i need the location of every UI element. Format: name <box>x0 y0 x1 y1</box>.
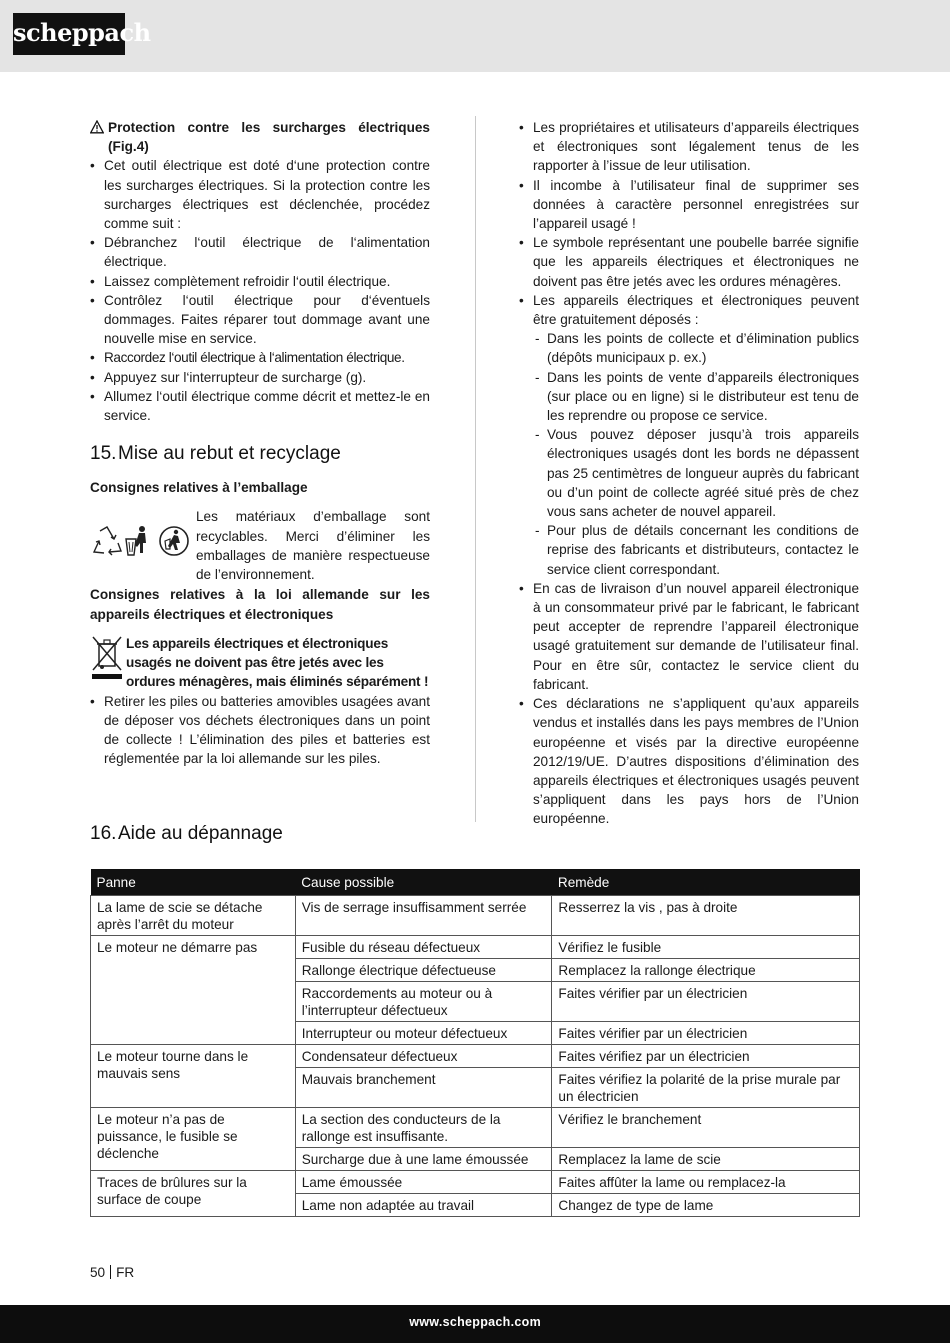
remede-cell: Faites vérifier par un électricien <box>552 1022 860 1045</box>
troubleshooting-table <box>90 869 860 1217</box>
cause-cell: Raccordements au moteur ou à l’interrupteur défectueux <box>295 982 552 1022</box>
collection-points-sublist <box>533 329 859 579</box>
packaging-text: Les matériaux d’emballage sont recyclables. Merci d’éliminer les emballages de manière respectueuse de l’environnement. <box>196 509 430 583</box>
table-header-row <box>91 869 860 896</box>
right-column <box>519 118 859 829</box>
remede-cell: Faites vérifiez par un électricien <box>552 1045 860 1068</box>
crossed-out-bin-icon <box>90 634 124 682</box>
table-row <box>91 1045 860 1068</box>
list-item: • En cas de livraison d’un nouvel appareil électronique à un consommateur privé par le fabricant, le fabricant peut accepter de reprendre l’appareil électronique usagé gratuitement sur demande de l’utilisateur final. Pour en être sûr, contactez le service client du fabricant. <box>519 579 859 694</box>
page-separator <box>110 1265 111 1279</box>
tidyman-icon <box>126 526 146 555</box>
remede-cell: Faites vérifier par un électricien <box>552 982 860 1022</box>
column-divider <box>475 116 476 822</box>
sub-list-item: - Pour plus de détails concernant les conditions de reprise des fabricants et distributeurs, contactez le service client correspondant. <box>533 521 859 579</box>
page-header <box>0 0 950 72</box>
section-16-heading: 16.Aide au dépannage <box>90 823 283 844</box>
remede-cell: Vérifiez le branchement <box>552 1108 860 1148</box>
cause-cell: Lame émoussée <box>295 1171 552 1194</box>
overload-steps-list <box>90 156 430 425</box>
list-item: • Les propriétaires et utilisateurs d’appareils électriques et électroniques sont légalement tenus de les rapporter à l’issue de leur utilisation. <box>519 118 859 176</box>
cause-cell: Condensateur défectueux <box>295 1045 552 1068</box>
column-header-remede: Remède <box>552 869 860 896</box>
sub-list-item: - Dans les points de vente d’appareils électroniques (sur place ou en ligne) si le distributeur est tenu de les reprendre ou propose ce service. <box>533 368 859 426</box>
list-item: • Il incombe à l’utilisateur final de supprimer ses données à caractère personnel enregistrées sur l’appareil usagé ! <box>519 176 859 234</box>
page-number: 50 FR <box>90 1265 135 1280</box>
recycle-icon <box>94 527 121 555</box>
website-link[interactable]: www.scheppach.com <box>409 1315 541 1329</box>
recycling-icons <box>90 521 190 561</box>
list-item: • Allumez l‘outil électrique comme décrit et mettez-le en service. <box>90 387 430 425</box>
remede-cell: Faites affûter la lame ou remplacez-la <box>552 1171 860 1194</box>
table-row <box>91 1171 860 1194</box>
panne-cell: Le moteur n’a pas de puissance, le fusible se déclenche <box>91 1108 296 1171</box>
panne-cell: Le moteur tourne dans le mauvais sens <box>91 1045 296 1108</box>
remede-cell: Faites vérifiez la polarité de la prise murale par un électricien <box>552 1068 860 1108</box>
disposal-info-list <box>519 118 859 829</box>
overload-warning-title: Protection contre les surcharges électriques (Fig.4) <box>90 118 430 156</box>
list-item: • Raccordez l‘outil électrique à l‘alimentation électrique. <box>90 348 430 367</box>
list-item: • Retirer les piles ou batteries amovibles usagées avant de déposer vos déchets électroniques dans un point de collecte ! L’élimination des piles et batteries est réglementée par la loi allemande sur les piles. <box>90 692 430 769</box>
remede-cell: Vérifiez le fusible <box>552 936 860 959</box>
weee-notice <box>90 634 430 692</box>
remede-cell: Remplacez la rallonge électrique <box>552 959 860 982</box>
weee-warning-text: Les appareils électriques et électroniques usagés ne doivent pas être jetés avec les ordures ménagères, mais éliminés séparément ! <box>126 635 429 690</box>
scheppach-logo: scheppach <box>13 13 125 55</box>
cause-cell: Interrupteur ou moteur défectueux <box>295 1022 552 1045</box>
section-15-heading: 15.Mise au rebut et recyclage <box>90 443 341 465</box>
list-item: • Cet outil électrique est doté d‘une protection contre les surcharges électriques. Si la protection contre les surcharges électriques est déclenchée, procédez comme suit : <box>90 156 430 233</box>
list-item: • Laissez complètement refroidir l‘outil électrique. <box>90 272 430 291</box>
table-row <box>91 896 860 936</box>
list-item: • Débranchez l‘outil électrique de l‘alimentation électrique. <box>90 233 430 271</box>
cause-cell: La section des conducteurs de la rallonge est insuffisante. <box>295 1108 552 1148</box>
remede-cell: Resserrez la vis , pas à droite <box>552 896 860 936</box>
disposal-circle-icon <box>160 527 188 555</box>
cause-cell: Vis de serrage insuffisamment serrée <box>295 896 552 936</box>
sub-list-item: - Dans les points de collecte et d’élimination publics (dépôts municipaux p. ex.) <box>533 329 859 367</box>
panne-cell: La lame de scie se détache après l’arrêt du moteur <box>91 896 296 936</box>
table-row <box>91 936 860 959</box>
packaging-heading: Consignes relatives à l’emballage <box>90 480 308 496</box>
cause-cell: Lame non adaptée au travail <box>295 1194 552 1217</box>
cause-cell: Surcharge due à une lame émoussée <box>295 1148 552 1171</box>
list-item: • Ces déclarations ne s’appliquent qu’aux appareils vendus et installés dans les pays membres de l’Union européenne et visés par la directive européenne 2012/19/UE. D’autres dispositions d’élimination des appareils électriques et électroniques usagés peuvent s’appliquent dans les pays hors de l’Union européenne. <box>519 694 859 828</box>
column-header-cause: Cause possible <box>295 869 552 896</box>
column-header-panne: Panne <box>91 869 296 896</box>
panne-cell: Le moteur ne démarre pas <box>91 936 296 1045</box>
panne-cell: Traces de brûlures sur la surface de coupe <box>91 1171 296 1217</box>
list-item: • Les appareils électriques et électroniques peuvent être gratuitement déposés : - Dans les points de collecte et d’élimination publics (dépôts municipaux p. ex.) - Dans les points de vente d’appareils électroniques (sur place ou en ligne) si le distributeur est tenu de les reprendre ou propose ce service. - Vous pouvez déposer jusqu’à trois appareils électroniques usagés dont les bords ne dépassent pas 25 centimètres de longueur auprès du fabricant ou d’un point de collecte agréé situé près de chez vous sans acheter de nouvel appareil. - Pour plus de détails concernant les conditions de reprise des fabricants et distributeurs, contactez le service client correspondant. <box>519 291 859 579</box>
remede-cell: Changez de type de lame <box>552 1194 860 1217</box>
cause-cell: Fusible du réseau défectueux <box>295 936 552 959</box>
list-item: • Le symbole représentant une poubelle barrée signifie que les appareils électriques et électroniques ne doivent pas être jetés avec les ordures ménagères. <box>519 233 859 291</box>
list-item: • Contrôlez l‘outil électrique pour d‘éventuels dommages. Faites réparer tout dommage avant une nouvelle mise en service. <box>90 291 430 349</box>
list-item: • Appuyez sur l‘interrupteur de surcharge (g). <box>90 368 430 387</box>
cause-cell: Mauvais branchement <box>295 1068 552 1108</box>
weee-heading: Consignes relatives à la loi allemande sur les appareils électriques et électroniques <box>90 587 430 622</box>
left-column <box>90 118 430 769</box>
warning-triangle-icon <box>90 120 104 134</box>
packaging-notice <box>90 507 430 585</box>
remede-cell: Remplacez la lame de scie <box>552 1148 860 1171</box>
sub-list-item: - Vous pouvez déposer jusqu’à trois appareils électroniques usagés dont les bords ne dépassent pas 25 centimètres de longueur auprès du fabricant ou d’un point de collecte agréé situé près de chez vous sans acheter de nouvel appareil. <box>533 425 859 521</box>
table-row <box>91 1108 860 1148</box>
page-footer <box>0 1305 950 1343</box>
cause-cell: Rallonge électrique défectueuse <box>295 959 552 982</box>
weee-list <box>90 692 430 769</box>
